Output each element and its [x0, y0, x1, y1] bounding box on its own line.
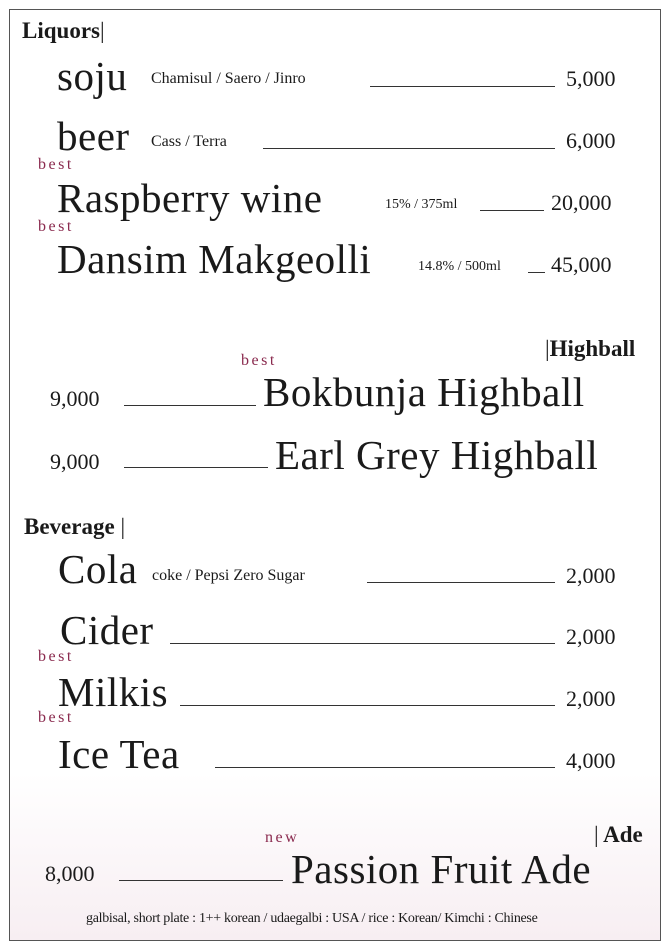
new-tag: new — [265, 829, 300, 846]
menu-item-price: 2,000 — [566, 624, 616, 649]
menu-item-price: 4,000 — [566, 748, 616, 773]
section-title-ade: | Ade — [594, 822, 643, 847]
menu-item-detail: 15% / 375ml — [385, 197, 458, 212]
menu-item-price: 8,000 — [45, 861, 95, 886]
leader-line — [367, 582, 555, 583]
menu-item-price: 20,000 — [551, 190, 612, 215]
menu-item-detail: 14.8% / 500ml — [418, 259, 501, 274]
menu-item-price: 9,000 — [50, 449, 100, 474]
leader-line — [263, 148, 555, 149]
best-tag: best — [38, 648, 74, 665]
leader-line — [119, 880, 283, 881]
menu-item-name: Passion Fruit Ade — [291, 846, 592, 892]
menu-item-detail: Chamisul / Saero / Jinro — [151, 70, 306, 87]
section-title-highball: |Highball — [545, 336, 636, 361]
menu-item-name: Dansim Makgeolli — [57, 236, 372, 282]
menu-item-price: 9,000 — [50, 386, 100, 411]
menu-item-name: Milkis — [58, 669, 169, 715]
menu-item-detail: coke / Pepsi Zero Sugar — [152, 567, 305, 584]
section-title-beverage: Beverage | — [24, 514, 126, 539]
menu-item-name: beer — [57, 113, 130, 159]
menu-item-name: Bokbunja Highball — [263, 369, 585, 415]
menu-item-price: 6,000 — [566, 128, 616, 153]
leader-line — [215, 767, 555, 768]
menu-item-detail: Cass / Terra — [151, 133, 227, 150]
footer-origin-note: galbisal, short plate : 1++ korean / udaegalbi : USA / rice : Korean/ Kimchi : Chinese — [86, 911, 538, 926]
menu-item-price: 2,000 — [566, 686, 616, 711]
menu-item-price: 2,000 — [566, 563, 616, 588]
leader-line — [124, 467, 268, 468]
best-tag: best — [38, 156, 74, 173]
menu-item-name: Ice Tea — [58, 731, 180, 777]
leader-line — [480, 210, 544, 211]
best-tag: best — [38, 709, 74, 726]
best-tag: best — [241, 352, 277, 369]
menu-item-name: Cola — [58, 546, 138, 592]
leader-line — [370, 86, 555, 87]
menu-item-name: Cider — [60, 607, 154, 653]
section-title-liquors: Liquors| — [22, 18, 105, 43]
best-tag: best — [38, 218, 74, 235]
menu-item-price: 45,000 — [551, 252, 612, 277]
menu-item-name: Earl Grey Highball — [275, 432, 599, 478]
leader-line — [170, 643, 555, 644]
menu-item-name: soju — [57, 53, 128, 99]
leader-line — [180, 705, 555, 706]
leader-line — [124, 405, 256, 406]
leader-line — [528, 272, 545, 273]
menu-item-name: Raspberry wine — [57, 175, 323, 221]
menu-item-price: 5,000 — [566, 66, 616, 91]
